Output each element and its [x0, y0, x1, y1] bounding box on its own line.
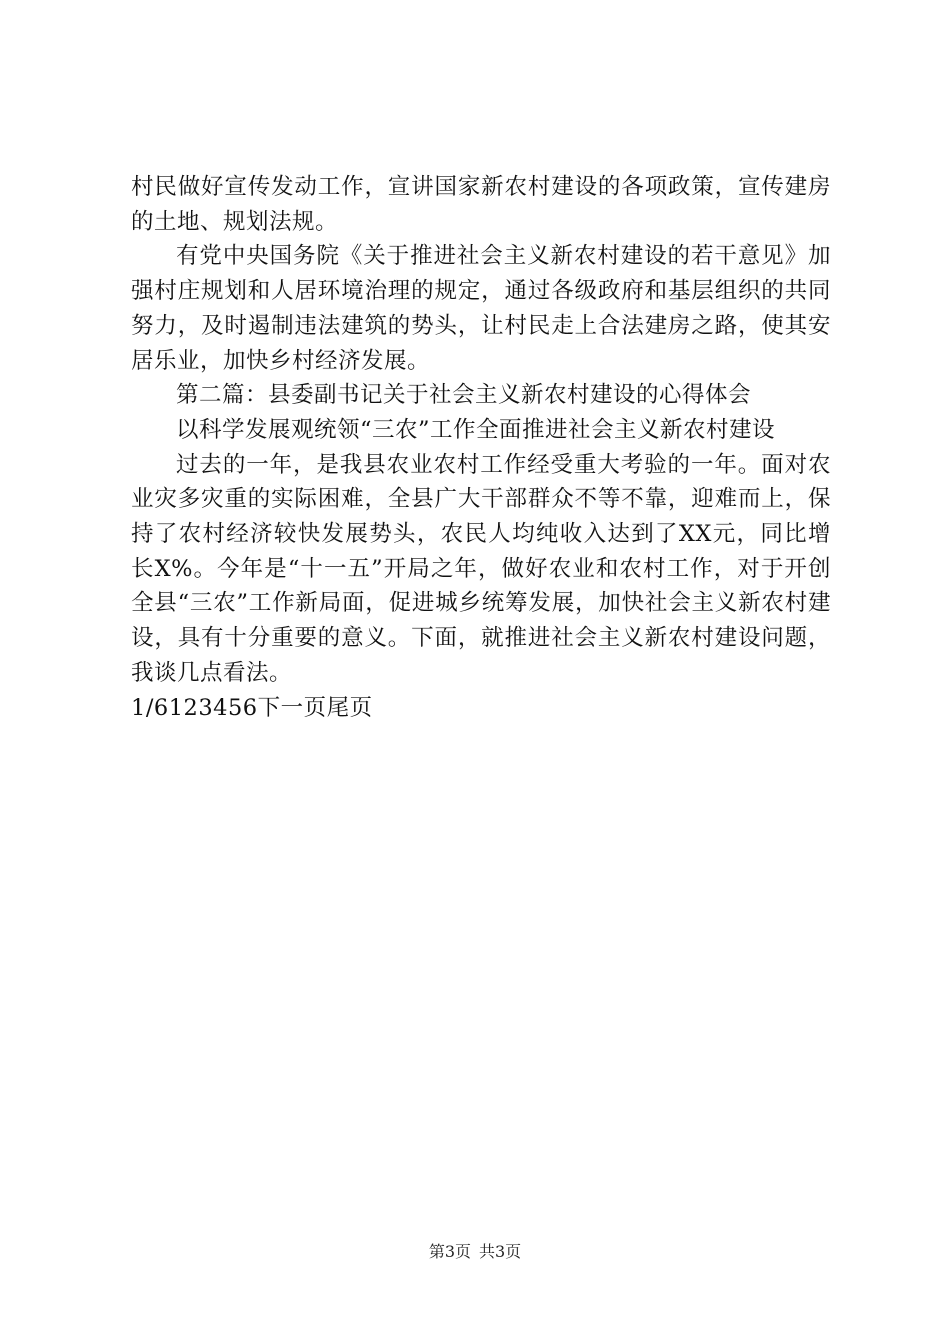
paragraph: 过去的一年，是我县农业农村工作经受重大考验的一年。面对农业灾多灾重的实际困难，全县广大干部群众不等不靠，迎难而上，保持了农村经济较快发展势头，农民人均纯收入达到了XX元，同比增长X%。今年是“十一五”开局之年，做好农业和农村工作，对于开创全县“三农”工作新局面，促进城乡统筹发展，加快社会主义新农村建设，具有十分重要的意义。下面，就推进社会主义新农村建设问题，我谈几点看法。	[131, 451, 831, 686]
last-page-link[interactable]: 尾页	[326, 694, 373, 721]
page-counter: 1/6123456	[131, 694, 258, 721]
page-number: 第3页	[428, 1242, 471, 1261]
document-body	[131, 170, 831, 725]
page-footer	[0, 1241, 950, 1263]
page-total: 共3页	[479, 1242, 522, 1261]
paragraph: 村民做好宣传发动工作，宣讲国家新农村建设的各项政策，宣传建房的土地、规划法规。	[131, 174, 831, 235]
section-subheading: 以科学发展观统领“三农”工作全面推进社会主义新农村建设	[176, 416, 776, 443]
pagination-links	[131, 691, 831, 726]
paragraph: 有党中央国务院《关于推进社会主义新农村建设的若干意见》加强村庄规划和人居环境治理的规定，通过各级政府和基层组织的共同努力，及时遏制违法建筑的势头，让村民走上合法建房之路，使其安居乐业，加快乡村经济发展。	[131, 243, 831, 374]
section-heading: 第二篇：县委副书记关于社会主义新农村建设的心得体会	[176, 382, 752, 409]
next-page-link[interactable]: 下一页	[257, 694, 327, 721]
